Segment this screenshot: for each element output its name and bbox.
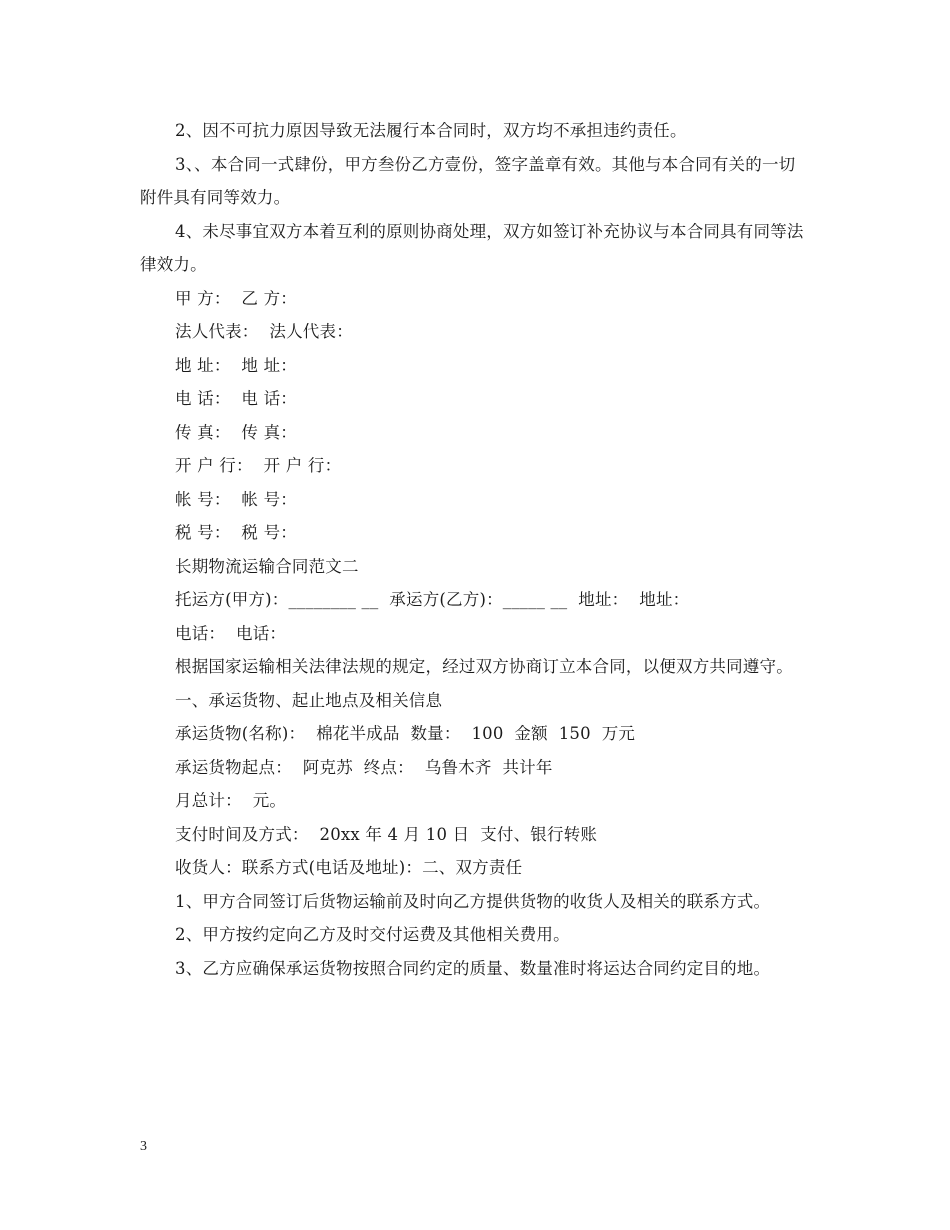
- consignee-info: 收货人：联系方式(电话及地址)：二、双方责任: [175, 858, 523, 877]
- section-title: 长期物流运输合同范文二: [175, 556, 359, 576]
- clause-copies: 3、、本合同一式肆份，甲方叁份乙方壹份，签字盖章有效。其他与本合同有关的一切附件具有同等效力。: [140, 154, 796, 207]
- signature-legal-rep: 法人代表： 法人代表：: [175, 322, 353, 341]
- contract-preamble: 根据国家运输相关法律法规的规定，经过双方协商订立本合同，以便双方共同遵守。: [175, 657, 793, 676]
- duty-clause-1: 1、甲方合同签订后货物运输前及时向乙方提供货物的收货人及相关的联系方式。: [175, 891, 771, 911]
- goods-details: 承运货物(名称)： 棉花半成品 数量： 100 金额 150 万元: [175, 724, 636, 743]
- duty-clause-3: 3、乙方应确保承运货物按照合同约定的质量、数量准时将运达合同约定目的地。: [175, 958, 771, 978]
- article-heading-goods: 一、承运货物、起止地点及相关信息: [175, 690, 443, 710]
- parties-line: 托运方(甲方)：________ __ 承运方(乙方)：_____ __ 地址： 地址：: [175, 590, 690, 609]
- page-number: 3: [140, 1139, 147, 1154]
- signature-parties: 甲 方： 乙 方：: [175, 288, 297, 308]
- signature-account: 帐 号： 帐 号：: [175, 489, 297, 509]
- signature-address: 地 址： 地 址：: [175, 355, 297, 375]
- signature-bank: 开 户 行： 开 户 行：: [175, 456, 342, 475]
- route-details: 承运货物起点： 阿克苏 终点： 乌鲁木齐 共计年: [175, 757, 553, 777]
- clause-unresolved-matters: 4、未尽事宜双方本着互利的原则协商处理，双方如签订补充协议与本合同具有同等法律效力。: [140, 221, 804, 274]
- payment-terms: 支付时间及方式： 20xx 年 4 月 10 日 支付、银行转账: [175, 824, 598, 844]
- document-body: [140, 114, 812, 985]
- parties-phone-line: 电话： 电话：: [175, 623, 287, 643]
- signature-phone: 电 话： 电 话：: [175, 389, 297, 408]
- monthly-total: 月总计： 元。: [175, 791, 287, 810]
- signature-tax-id: 税 号： 税 号：: [175, 523, 297, 542]
- clause-force-majeure: 2、因不可抗力原因导致无法履行本合同时，双方均不承担违约责任。: [175, 121, 687, 140]
- duty-clause-2: 2、甲方按约定向乙方及时交付运费及其他相关费用。: [175, 925, 570, 944]
- signature-fax: 传 真： 传 真：: [175, 422, 297, 442]
